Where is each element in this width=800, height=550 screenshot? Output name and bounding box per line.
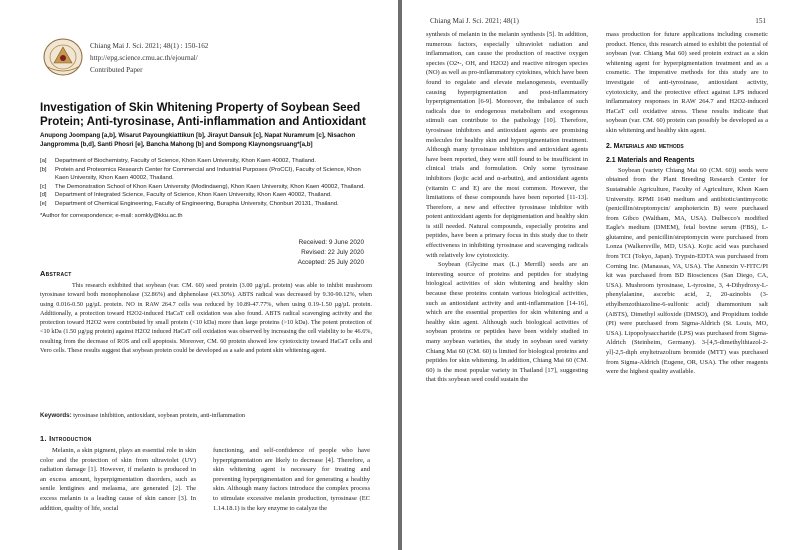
journal-citation: Chiang Mai J. Sci. 2021; 48(1) : 150-162 bbox=[90, 42, 209, 50]
affiliation-item: [c] The Demonstration School of Khon Kaen University (Modindaeng), Khon Kaen University, Khon Kaen 40002, Thailand. bbox=[40, 183, 365, 190]
university-seal-logo bbox=[40, 36, 86, 78]
right-page bbox=[402, 0, 800, 550]
article-dates bbox=[298, 238, 364, 268]
body-column-2 bbox=[606, 30, 768, 377]
body-paragraph: Soybean (variety Chiang Mai 60 (CM. 60)) seeds were obtained from the Plant Breeding Research Center for Sustainable Agriculture, Faculty of Agriculture, Khon Kaen University. RPMI 1640 medium and antibiotic/antimycotic (penicillin/streptomycin/ amphotericin B) were purchased from Gibco (Waltham, MA, USA). Dulbecco's modified Eagle's medium (DMEM), fetal bovine serum (FBS), L-glutamine, and penicillin/streptomycin were purchased from Lonza (Walkersville, MD, USA). Kojic acid was purchased from TCI (Tokyo, Japan). Trypsin-EDTA was purchased from Corning Inc. (Manassas, VA, USA). The Annexin V-FITC/PI kit was purchased from BD Biosciences (San Diego, CA, USA). Mushroom tyrosinase, L-tyrosine, 3, 4-Dihydroxy-L-phenylalanine, ascorbic acid, 2, 20-azinobis (3-ethylbenzothiazoline-6-sulfonic acid) diammonium salt (ABTS), Dimethyl sulfoxide (DMSO), and Propidium iodide (PI) were purchased from Sigma-Aldrich (St. Louis, MO, USA). Lipopolysaccharide (LPS) was purchased from Sigma-Aldrich (Steinheim, Germany). 3-[4,5-dimethylthiazol-2-yl]-2,5-diph enyltetrazolium bromide (MTT) was purchased from Sigma-Aldrich (Eugene, OR, USA). The other reagents were the highest quality available. bbox=[606, 166, 768, 376]
keywords-label: Keywords: bbox=[40, 412, 72, 419]
keywords-text: tyrosinase inhibition, antioxidant, soybean protein, anti-inflammation bbox=[73, 412, 246, 419]
running-head: Chiang Mai J. Sci. 2021; 48(1) bbox=[430, 17, 519, 25]
body-column-1 bbox=[426, 30, 588, 385]
paper-title: Investigation of Skin Whitening Property of Soybean Seed Protein; Anti-tyrosinase, Anti-inflammation and Antioxidant bbox=[40, 101, 366, 128]
left-page bbox=[0, 0, 398, 550]
affiliation-item: [e] Department of Chemical Engineering, Faculty of Engineering, Burapha University, Chonburi 20131, Thailand. bbox=[40, 200, 339, 207]
abstract-heading: Abstract bbox=[40, 269, 72, 278]
methods-heading: 2. Materials and methods bbox=[606, 142, 684, 150]
abstract-text: This research exhibited that soybean (var. CM. 60) seed protein (3.00 µg/µL protein) was able to inhibit mushroom tyrosinase toward both monophenolase (32.86%) and diphenolase (43.30%). ABTS radical was decreased by 9.30-90.12%, when using 0.016-0.50 µg/µL protein. NO in RAW 264.7 cells was reduced by 10.89-47.77%, when using 0.19-1.50 µg/µL protein. Additionally, a protection toward H2O2-induced HaCaT cell oxidation was also found. ABTS radical scavenging activity and the protection toward H2O2 were contributed by small protein (<10 kDa) more than large proteins (>10 kDa). The potent protection of <10 kDa (1.50 µg/µg protein) against H2O2 induced HaCaT cell oxidation was observed by increasing the cell viability to be 46.6%, resulting from the decrease of ROS and cell apoptosis. Moreover, CM. 60 protein showed low cytotoxicity toward HaCaT cells and Vero cells. These results suggest that soybean protein could be developed as a safe and potent skin whitening agent. bbox=[40, 282, 372, 355]
affiliation-item: [b] Protein and Proteomics Research Center for Commercial and Industrial Purposes (ProCCI), Faculty of Science, Khon Kaen University, Khon Kaen 40002, Thailand. bbox=[40, 166, 361, 182]
body-paragraph: synthesis of melanin in the melanin synthesis [5]. In addition, numerous factors, especially ultraviolet radiation and inflammation, can cause the production of reactive oxygen species (O2•-, OH, and H2O2) and reactive nitrogen species (NO) as well as pro-inflammatory cytokines, which have been found to regulate and elevate melanogenesis, eventually causing hyperpigmentation and post-inflammatory hyperpigmentation [6-9]. Moreover, the imbalance of such radicals due to endogenous metabolism and exogenous stimuli can contribute to the pathology [10]. Therefore, tyrosinase inhibitors and antioxidant agents are promising molecules for healthy skin and hyperpigmentation treatment. Although many tyrosinase inhibitors and antioxidant agents have been reported, they were still found to be insufficient in clinical trials and formulation. Only some tyrosinase inhibitors (kojic acid and α-arbutin), and antioxidant agents (vitamin C and E) are the most common. However, the limitations of these compounds have been reported [11-13]. Therefore, a new and effective tyrosinase inhibitor with potent antioxidant agents for depigmentation and healthy skin is still needed. Natural compounds, especially proteins and peptides, have been a primary focus in this study due to their effectiveness in inhibiting tyrosinase and scavenging radicals with relatively low cytotoxicity. bbox=[426, 31, 588, 259]
intro-column-1 bbox=[40, 446, 196, 513]
body-paragraph: mass production for future applications including cosmetic product. Hence, this research aimed to exhibit the potential of soybean (var. Chiang Mai 60) seed protein extract as a skin whitening agent for hyperpigmentation treatment and as a cosmetic. The imperative methods for this study are to investigate of anti-tyrosinase, antioxidant activity, cytotoxicity, and the protective effect against LPS induced inflammatory responses in RAW 264.7 and H2O2-induced HaCaT cell oxidative stress. These results indicate that soybean (var. CM. 60) protein can possibly be developed as a skin whitening and healthy skin agent. bbox=[606, 31, 768, 134]
article-type: Contributed Paper bbox=[90, 66, 143, 74]
introduction-heading: 1. Introduction bbox=[40, 434, 92, 443]
intro-paragraph-continued: functioning, and self-confidence of people who have hyperpigmentation are likely to decrease [4]. Therefore, a skin whitening agent is necessary for treating and preventing hyperpigmentation and for generating a healthy skin. Although many factors introduce the complex process to stimulate excessive melanin production, tyrosinase (EC 1.14.18.1) is the key enzyme to catalyze the bbox=[213, 447, 370, 512]
reagents-heading: 2.1 Materials and Reagents bbox=[606, 157, 695, 165]
page-number: 151 bbox=[755, 17, 766, 25]
journal-url[interactable]: http://epg.science.cmu.ac.th/ejournal/ bbox=[90, 54, 198, 62]
body-paragraph: Soybean (Glycine max (L.) Merrill) seeds are an interesting source of proteins and peptides for studying biological activities of skin whitening and healthy skin because these proteins contain various biological activities, such as antioxidant activity and anti-inflammation [14-16], which are the essential properties for skin whitening and a healthy skin agent. Although such biological activities of soybean proteins or peptides have been widely studied in many soybean varieties, the study in soybean seed variety Chiang Mai 60 (CM. 60) is limited for biological proteins and peptides for skin whitening. In addition, Chiang Mai 60 (CM. 60) is the most popular variety in Thailand [17], suggesting that this soybean seed could sustain the bbox=[426, 261, 588, 384]
accepted-date: Accepted: 25 July 2020 bbox=[297, 259, 364, 266]
author-list: Anupong Joompang [a,b], Wisarut Payoungkiattikun [b], Jirayut Dansuk [c], Napat Nuramrum [c], Nisachon Jangpromma [b,d], Santi Phosri [e], Bancha Mahong [b] and Sompong Klaynongsruang*[a,b] bbox=[40, 132, 356, 149]
affiliations bbox=[40, 157, 370, 220]
affiliation-item: [a] Department of Biochemistry, Faculty of Science, Khon Kaen University, Khon Kaen 40002, Thailand. bbox=[40, 158, 316, 164]
intro-column-2 bbox=[213, 446, 370, 513]
correspondence-note: *Author for correspondence; e-mail: somkly@kku.ac.th bbox=[40, 212, 183, 219]
affiliation-item: [d] Department of Integrated Science, Faculty of Science, Khon Kaen University, Khon Kaen 40002, Thailand. bbox=[40, 192, 332, 199]
received-date: Received: 9 June 2020 bbox=[298, 239, 364, 246]
abstract-body bbox=[40, 281, 372, 355]
revised-date: Revised: 22 July 2020 bbox=[301, 249, 364, 256]
keywords bbox=[40, 411, 372, 420]
intro-paragraph: Melanin, a skin pigment, plays an essential role in skin color and the protection of skin from ultraviolet (UV) radiation damage [1]. However, if melanin is produced in an excess amount, hyperpigmentation disorders, such as senile lentigines and melasma, are generated [2]. The excess melanin is a leading cause of skin cancer [3]. In addition, quality of life, social bbox=[40, 447, 196, 512]
